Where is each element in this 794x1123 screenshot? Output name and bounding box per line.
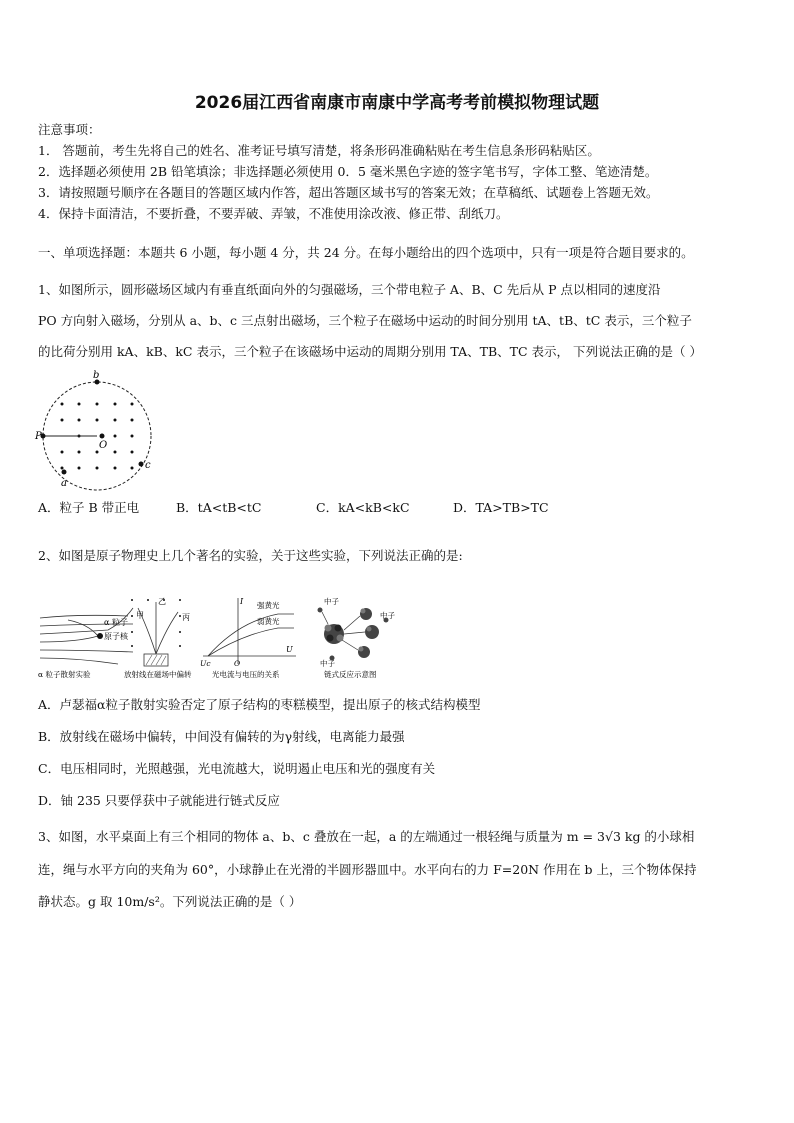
caption-photocurrent: 光电流与电压的关系 <box>212 670 280 679</box>
notice-item: 4．保持卡面清洁，不要折叠，不要弄破、弄皱，不准使用涂改液、修正带、刮纸刀。 <box>38 206 509 221</box>
label-b: b <box>93 370 100 381</box>
q2-option-d: D．铀 235 只要俘获中子就能进行链式反应 <box>38 793 280 808</box>
question-1-line: PO 方向射入磁场，分别从 a、b、c 三点射出磁场，三个粒子在磁场中运动的时间分别用 tA、tB、tC 表示，三个粒子 <box>38 313 692 328</box>
label-strong-light: 强黄光 <box>257 601 280 610</box>
question-3-line: 连，绳与水平方向的夹角为 60°，小球静止在光滑的半圆形器皿中。水平向右的力 F=20N 作用在 b 上，三个物体保持 <box>38 862 697 877</box>
caption-chain-reaction: 链式反应示意图 <box>324 670 377 679</box>
question-1-line: 1、如图所示，圆形磁场区域内有垂直纸面向外的匀强磁场，三个带电粒子 A、B、C 先后从 P 点以相同的速度沿 <box>38 282 661 297</box>
question-1-line: 的比荷分别用 kA、kB、kC 表示，三个粒子在该磁场中运动的周期分别用 TA、TB、TC 表示， 下列说法正确的是（ ） <box>38 344 702 359</box>
notice-item: 1． 答题前，考生先将自己的姓名、准考证号填写清楚，将条形码准确粘贴在考生信息条形码粘贴区。 <box>38 143 600 158</box>
label-neutron-bottom: 中子 <box>320 659 335 668</box>
q1-option-c: C．kA<kB<kC <box>316 500 410 515</box>
q2-option-c: C．电压相同时，光照越强，光电流越大，说明遏止电压和光的强度有关 <box>38 761 436 776</box>
question-2-stem: 2、如图是原子物理史上几个著名的实验，关于这些实验，下列说法正确的是: <box>38 548 463 563</box>
q1-option-b: B．tA<tB<tC <box>176 500 262 515</box>
label-neutron-top: 中子 <box>324 597 339 606</box>
label-voltage-axis: U <box>286 645 293 654</box>
caption-alpha-scattering: α 粒子散射实验 <box>38 670 91 679</box>
label-o: O <box>99 440 108 451</box>
exam-title: 2026届江西省南康市南康中学高考考前模拟物理试题 <box>194 93 600 113</box>
label-bing: 丙 <box>182 613 190 622</box>
label-stopping-voltage: Uc <box>200 659 211 668</box>
label-jia: 甲 <box>136 611 144 620</box>
label-weak-light: 弱黄光 <box>257 617 280 626</box>
question-3-line: 3、如图，水平桌面上有三个相同的物体 a、b、c 叠放在一起，a 的左端通过一根轻绳与质量为 m = 3√3 kg 的小球相 <box>38 829 695 844</box>
q2-option-a: A．卢瑟福α粒子散射实验否定了原子结构的枣糕模型，提出原子的核式结构模型 <box>38 697 481 712</box>
q2-option-b: B．放射线在磁场中偏转，中间没有偏转的为γ射线，电离能力最强 <box>38 729 405 744</box>
magnetic-field-diagram <box>35 368 158 490</box>
experiments-figure <box>38 594 398 684</box>
notice-item: 2．选择题必须使用 2B 铅笔填涂；非选择题必须使用 0．5 毫米黑色字迹的签字笔书写，字体工整、笔迹清楚。 <box>38 164 658 179</box>
q1-option-a: A．粒子 B 带正电 <box>38 500 140 515</box>
notice-item: 3．请按照题号顺序在各题目的答题区域内作答，超出答题区域书写的答案无效；在草稿纸、试题卷上答题无效。 <box>38 185 659 200</box>
label-alpha-particle: α 粒子 <box>104 618 128 627</box>
notice-heading: 注意事项： <box>38 122 101 137</box>
q1-option-d: D．TA>TB>TC <box>453 500 549 515</box>
label-current-axis: I <box>240 597 244 606</box>
label-neutron-right: 中子 <box>380 611 395 620</box>
section-heading: 一、单项选择题：本题共 6 小题，每小题 4 分，共 24 分。在每小题给出的四个选项中，只有一项是符合题目要求的。 <box>38 245 694 260</box>
label-nucleus: 原子核 <box>104 632 128 641</box>
label-p: P <box>35 431 42 442</box>
label-a: a <box>61 478 67 489</box>
label-c: c <box>145 460 151 471</box>
caption-radiation: 放射线在磁场中偏转 <box>124 670 192 679</box>
label-origin: O <box>234 659 241 668</box>
label-yi: 乙 <box>158 597 166 606</box>
question-3-line: 静状态。g 取 10m/s²。下列说法正确的是（ ） <box>38 894 302 909</box>
